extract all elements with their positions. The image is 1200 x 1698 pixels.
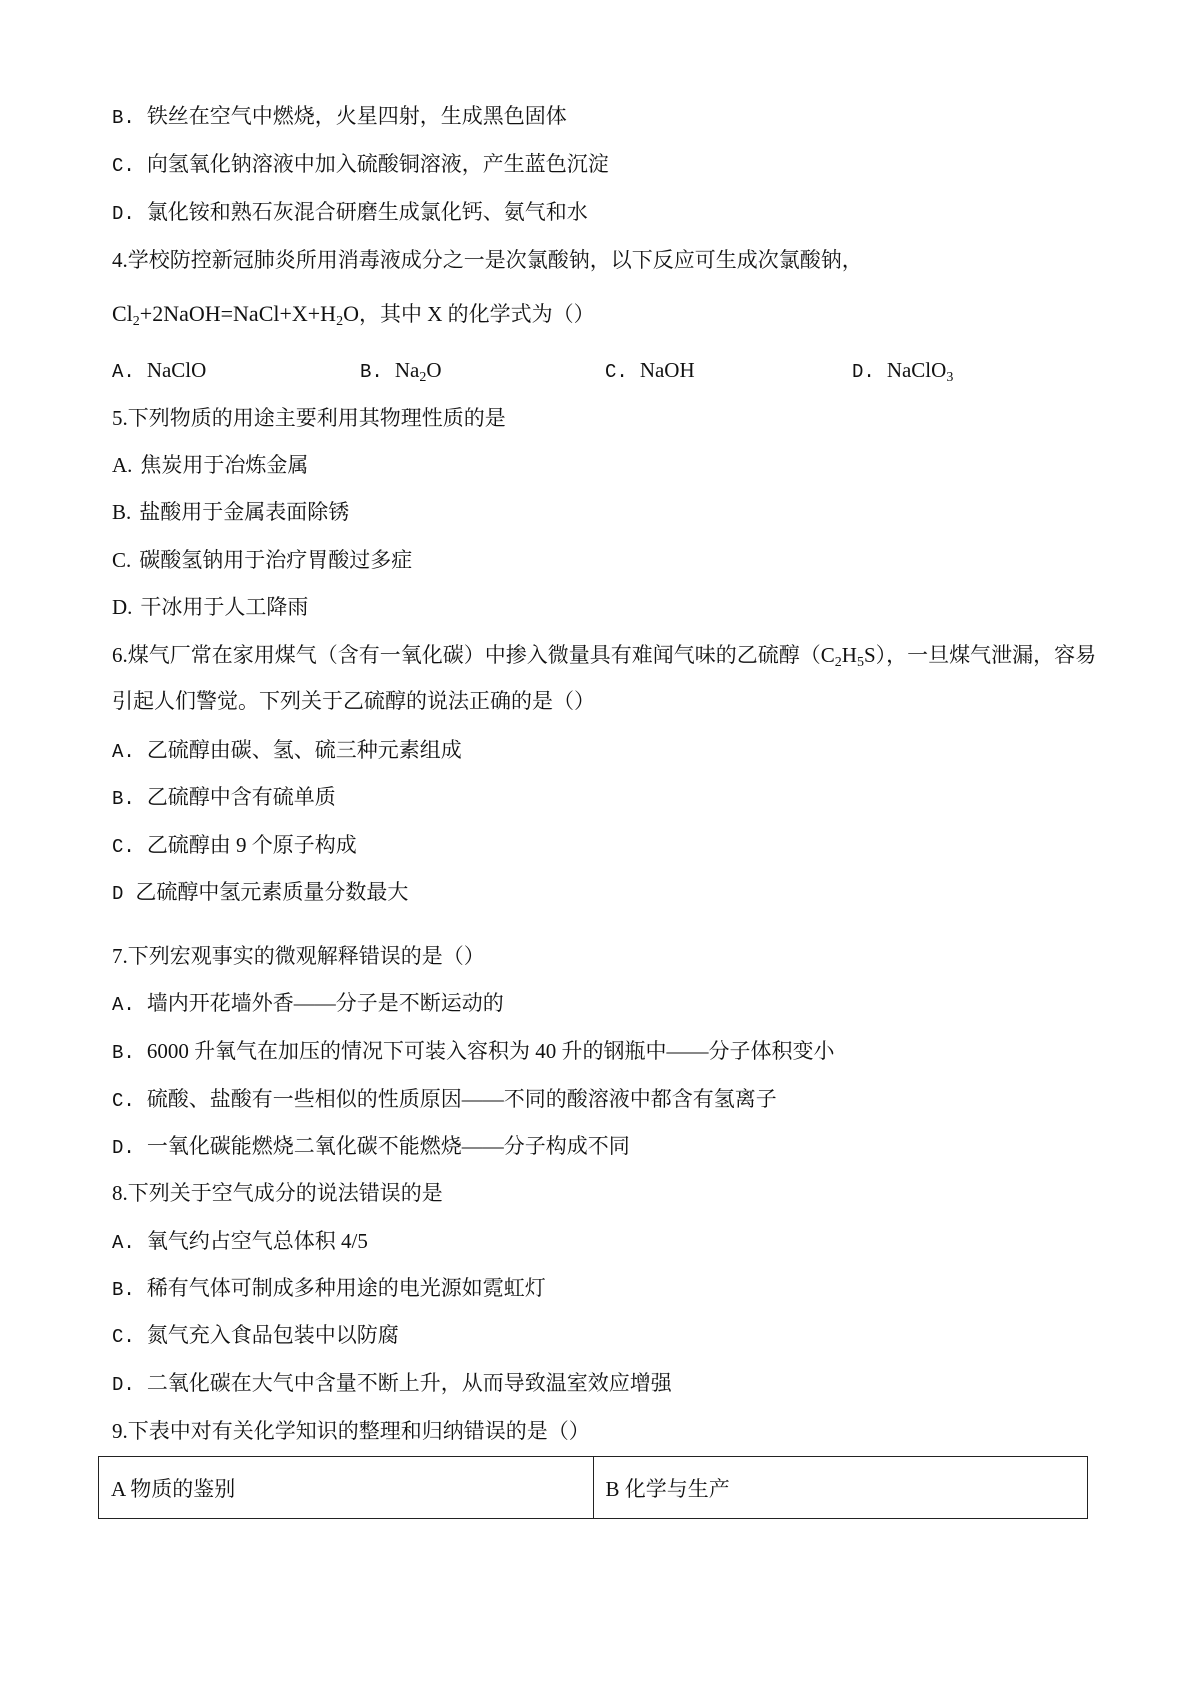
q4-stem: 4.学校防控新冠肺炎所用消毒液成分之一是次氯酸钠，以下反应可生成次氯酸钠，	[112, 248, 863, 272]
q4-option-c	[605, 358, 695, 384]
stem-part: 6.煤气厂常在家用煤气（含有一氧化碳）中掺入微量具有难闻气味的乙硫醇（C	[112, 643, 835, 667]
option-text: 稀有气体可制成多种用途的电光源如霓虹灯	[146, 1276, 546, 1300]
option-text: 6000 升氧气在加压的情况下可装入容积为 40 升的钢瓶中——分子体积变小	[146, 1039, 835, 1063]
option-label: A.	[112, 1232, 135, 1254]
option-label: A.	[112, 453, 133, 477]
q7-option-b	[112, 1039, 835, 1065]
equation-subscript: 2	[132, 314, 140, 329]
equation-suffix: ，其中 X 的化学式为（）	[358, 302, 595, 326]
option-label: A.	[112, 361, 135, 383]
option-label: B.	[112, 500, 132, 524]
option-label: D.	[112, 595, 133, 619]
option-text: 硫酸、盐酸有一些相似的性质原因——不同的酸溶液中都含有氢离子	[146, 1087, 777, 1111]
option-label: C.	[112, 1090, 135, 1112]
formula-subscript: 3	[946, 370, 954, 385]
option-label: C.	[112, 1326, 135, 1348]
option-label: C.	[112, 836, 135, 858]
equation-subscript: 2	[336, 314, 344, 329]
q4-options-row	[0, 358, 1200, 384]
option-label: D	[112, 883, 124, 905]
option-label: D.	[852, 361, 875, 383]
q6-option-c	[112, 833, 357, 859]
option-formula: O	[426, 358, 442, 382]
q4-option-a	[112, 358, 206, 384]
q5-option-d	[112, 595, 308, 619]
option-text: 乙硫醇由 9 个原子构成	[146, 833, 357, 857]
stem-part: H	[841, 643, 857, 667]
q5-stem: 5.下列物质的用途主要利用其物理性质的是	[112, 406, 506, 430]
option-label: D.	[112, 1137, 135, 1159]
option-formula: NaClO	[886, 358, 947, 382]
q7-option-c	[112, 1087, 777, 1113]
option-text: 盐酸用于金属表面除锈	[139, 500, 350, 524]
option-formula: NaOH	[639, 358, 695, 382]
option-label: C.	[112, 548, 132, 572]
option-text: 一氧化碳能燃烧二氧化碳不能燃烧——分子构成不同	[146, 1134, 630, 1158]
option-formula: Na	[394, 358, 420, 382]
q3-option-b	[112, 104, 567, 130]
option-text: 乙硫醇由碳、氢、硫三种元素组成	[146, 738, 462, 762]
option-label: B.	[112, 107, 135, 129]
option-text: 乙硫醇中氢元素质量分数最大	[135, 880, 409, 904]
q9-stem: 9.下表中对有关化学知识的整理和归纳错误的是（）	[112, 1419, 590, 1443]
q4-option-d	[852, 358, 953, 384]
q5-option-b	[112, 500, 349, 524]
q7-option-a	[112, 991, 504, 1017]
option-label: B.	[360, 361, 383, 383]
option-text: 向氢氧化钠溶液中加入硫酸铜溶液，产生蓝色沉淀	[146, 152, 609, 176]
option-label: D.	[112, 1374, 135, 1396]
option-label: C.	[605, 361, 628, 383]
q6-stem-line1	[112, 643, 1097, 670]
formula-subscript: 2	[419, 370, 427, 385]
q5-option-c	[112, 548, 412, 572]
option-label: B.	[112, 1279, 135, 1301]
q7-option-d	[112, 1134, 630, 1160]
option-text: 墙内开花墙外香——分子是不断运动的	[146, 991, 504, 1015]
option-text: 干冰用于人工降雨	[140, 595, 309, 619]
q6-option-d	[112, 880, 408, 906]
table-cell-a: A 物质的鉴别	[111, 1476, 236, 1501]
option-label: B.	[112, 788, 135, 810]
option-label: C.	[112, 155, 135, 177]
option-label: D.	[112, 203, 135, 225]
q6-option-a	[112, 738, 462, 764]
q8-option-b	[112, 1276, 546, 1302]
q4-option-b	[360, 358, 441, 384]
formula-subscript: 5	[856, 655, 864, 670]
q8-stem: 8.下列关于空气成分的说法错误的是	[112, 1181, 443, 1205]
option-text: 二氧化碳在大气中含量不断上升，从而导致温室效应增强	[146, 1371, 672, 1395]
stem-part: S），一旦煤气泄漏，容易	[863, 643, 1097, 667]
equation-part: O	[343, 301, 359, 326]
formula-subscript: 2	[834, 655, 842, 670]
option-text: 铁丝在空气中燃烧，火星四射，生成黑色固体	[146, 104, 567, 128]
q8-option-d	[112, 1371, 672, 1397]
option-label: A.	[112, 994, 135, 1016]
q6-option-b	[112, 785, 336, 811]
q9-table	[98, 1456, 1088, 1519]
table-cell-b: B 化学与生产	[593, 1457, 1088, 1518]
option-formula: NaClO	[146, 358, 207, 382]
equation-part: Cl	[112, 301, 133, 326]
option-label: B.	[112, 1042, 135, 1064]
option-text: 氮气充入食品包装中以防腐	[146, 1323, 399, 1347]
q5-option-a	[112, 453, 308, 477]
option-text: 焦炭用于冶炼金属	[140, 453, 309, 477]
q8-option-c	[112, 1323, 399, 1349]
option-label: A.	[112, 741, 135, 763]
q4-equation	[112, 300, 595, 328]
option-text: 氯化铵和熟石灰混合研磨生成氯化钙、氨气和水	[146, 200, 588, 224]
q3-option-c	[112, 152, 609, 178]
option-text: 碳酸氢钠用于治疗胃酸过多症	[139, 548, 413, 572]
q3-option-d	[112, 200, 588, 226]
option-text: 氧气约占空气总体积 4/5	[146, 1229, 368, 1253]
equation-part: +2NaOH=NaCl+X+H	[139, 301, 337, 326]
option-text: 乙硫醇中含有硫单质	[146, 785, 336, 809]
q8-option-a	[112, 1229, 368, 1255]
q7-stem: 7.下列宏观事实的微观解释错误的是（）	[112, 944, 485, 968]
q6-stem-line2: 引起人们警觉。下列关于乙硫醇的说法正确的是（）	[112, 689, 595, 713]
